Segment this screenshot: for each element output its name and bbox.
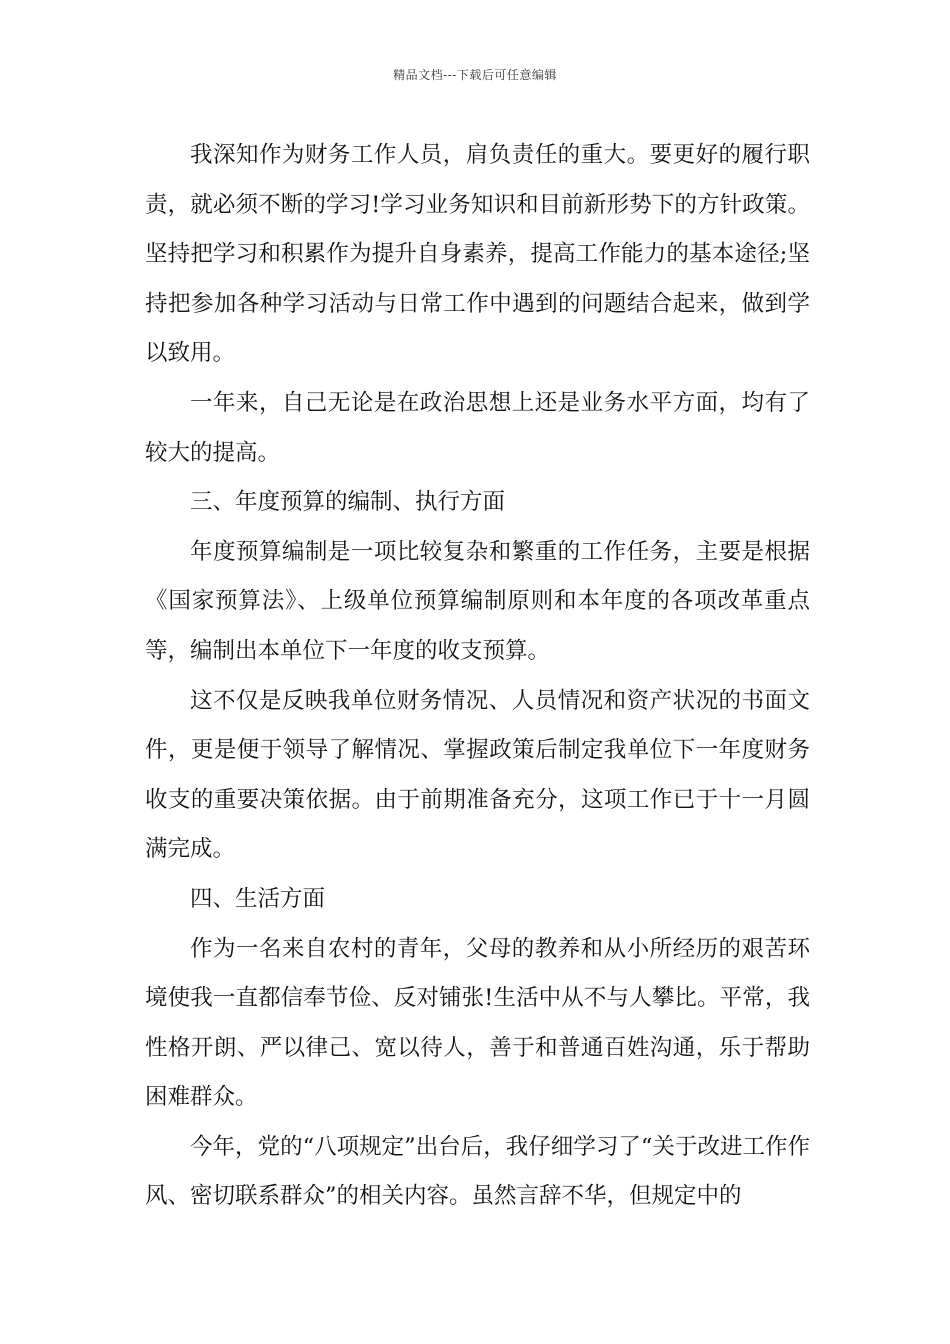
- page-header: 精品文档---下载后可任意编辑: [393, 68, 557, 82]
- paragraph-life: 作为一名来自农村的青年，父母的教养和从小所经历的艰苦环境使我一直都信奉节俭、反对铺张!生活中从不与人攀比。平常，我性格开朗、严以律己、宽以待人，善于和普通百姓沟通，乐于帮助困难群众。: [145, 935, 810, 1111]
- section-heading-life: 四、生活方面: [190, 885, 326, 912]
- paragraph-study: 我深知作为财务工作人员，肩负责任的重大。要更好的履行职责，就必须不断的学习!学习业务知识和目前新形势下的方针政策。坚持把学习和积累作为提升自身素养，提高工作能力的基本途径;坚持把参加各种学习活动与日常工作中遇到的问题结合起来，做到学以致用。: [145, 142, 810, 367]
- paragraph-improvement: 一年来，自己无论是在政治思想上还是业务水平方面，均有了较大的提高。: [145, 389, 810, 466]
- paragraph-budget-compilation: 年度预算编制是一项比较复杂和繁重的工作任务，主要是根据《国家预算法》、上级单位预算编制原则和本年度的各项改革重点等，编制出本单位下一年度的收支预算。: [145, 538, 810, 664]
- paragraph-eight-rules: 今年，党的“八项规定”出台后，我仔细学习了“关于改进工作作风、密切联系群众”的相关内容。虽然言辞不华，但规定中的: [145, 1133, 810, 1210]
- paragraph-budget-significance: 这不仅是反映我单位财务情况、人员情况和资产状况的书面文件，更是便于领导了解情况、掌握政策后制定我单位下一年度财务收支的重要决策依据。由于前期准备充分，这项工作已于十一月圆满完成。: [145, 687, 810, 863]
- document-body: [145, 131, 810, 1222]
- section-heading-budget: 三、年度预算的编制、执行方面: [190, 489, 506, 516]
